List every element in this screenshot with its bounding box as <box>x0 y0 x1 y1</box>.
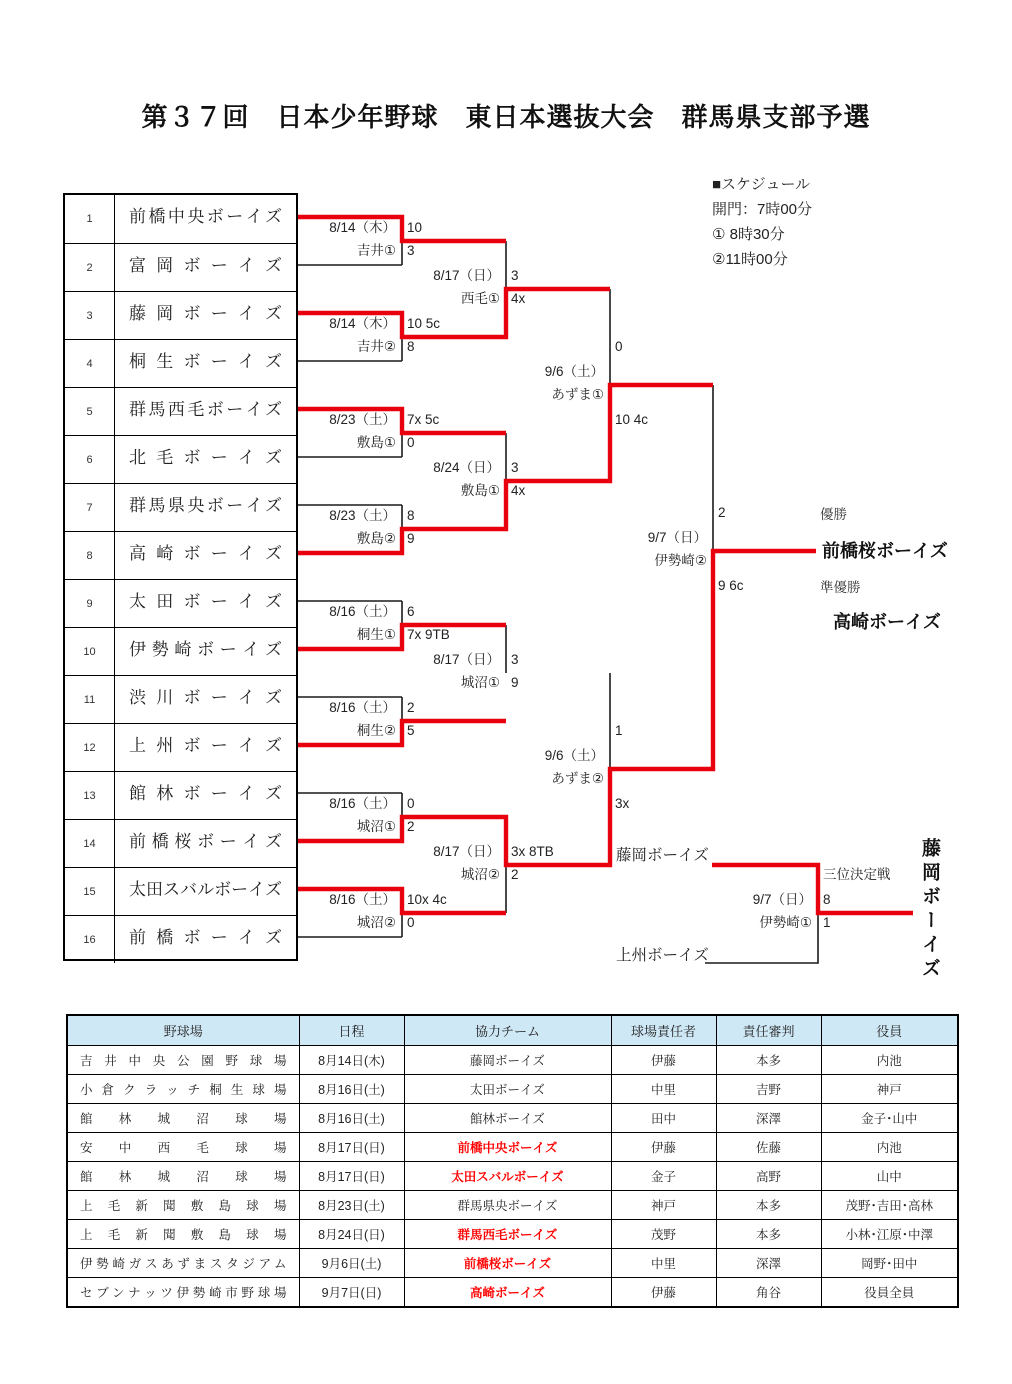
score-bottom: 7x 9TB <box>407 627 450 642</box>
match-date: 9/6（土） <box>544 364 604 379</box>
cell-date: 8月16日(土) <box>299 1104 404 1133</box>
match-venue: 敷島② <box>356 531 396 546</box>
match-date: 8/24（日） <box>433 460 500 475</box>
match-venue: 西毛① <box>460 291 500 306</box>
score-bottom: 2 <box>511 867 519 882</box>
team-name: 太田スバルボーイズ <box>129 880 282 899</box>
score-bottom: 4x <box>511 291 526 306</box>
cell-officials: 山中 <box>821 1162 958 1191</box>
cell-team: 高崎ボーイズ <box>404 1278 611 1308</box>
score-top: 3x 8TB <box>511 844 554 859</box>
seed-number: 12 <box>65 724 115 771</box>
page-title: 第３７回 日本少年野球 東日本選抜大会 群馬県支部予選 <box>141 102 871 132</box>
cell-umpire: 吉野 <box>716 1075 821 1104</box>
cell-venue: セブンナッツ伊勢崎市野球場 <box>67 1278 299 1308</box>
cell-date: 8月23日(土) <box>299 1191 404 1220</box>
score-top: 7x 5c <box>407 412 440 427</box>
score-top: 8 <box>823 892 831 907</box>
score-bottom: 0 <box>407 435 415 450</box>
seed-number: 10 <box>65 628 115 675</box>
cell-umpire: 深澤 <box>716 1249 821 1278</box>
seed-number: 2 <box>65 244 115 291</box>
cell-manager: 田中 <box>611 1104 716 1133</box>
cell-manager: 中里 <box>611 1075 716 1104</box>
match-date: 8/16（土） <box>329 700 396 715</box>
cell-manager: 神戸 <box>611 1191 716 1220</box>
cell-date: 9月6日(土) <box>299 1249 404 1278</box>
seed-number: 9 <box>65 580 115 627</box>
score-top: 10 <box>407 220 423 235</box>
cell-team: 太田ボーイズ <box>404 1075 611 1104</box>
team-name: 前橋ボーイズ <box>129 928 282 947</box>
cell-manager: 伊藤 <box>611 1046 716 1075</box>
cell-umpire: 本多 <box>716 1220 821 1249</box>
third-place-winner-vertical: 藤岡ボーイズ <box>919 838 940 982</box>
cell-manager: 金子 <box>611 1162 716 1191</box>
table-row <box>67 1191 958 1220</box>
score-bottom: 9 6c <box>718 578 744 593</box>
team-name: 高崎ボーイズ <box>129 544 282 563</box>
score-top: 1 <box>615 723 623 738</box>
col-header-venue: 野球場 <box>67 1015 299 1046</box>
seed-number: 7 <box>65 484 115 531</box>
schedule-heading: ■スケジュール <box>712 176 811 193</box>
team-name: 前橋中央ボーイズ <box>129 207 282 226</box>
col-header-umpire: 責任審判 <box>716 1015 821 1046</box>
score-bottom: 2 <box>407 819 415 834</box>
cell-venue: 伊勢崎ガスあずまスタジアム <box>67 1249 299 1278</box>
cell-venue: 館林城沼球場 <box>67 1104 299 1133</box>
match-venue: 桐生② <box>356 723 396 738</box>
seed-number: 5 <box>65 388 115 435</box>
team-name: 前橋桜ボーイズ <box>129 832 282 851</box>
match-date: 8/23（土） <box>329 412 396 427</box>
seed-number: 15 <box>65 868 115 915</box>
cell-officials: 茂野･吉田･高林 <box>821 1191 958 1220</box>
match-venue: あずま② <box>551 771 604 786</box>
cell-officials: 金子･山中 <box>821 1104 958 1133</box>
seed-number: 3 <box>65 292 115 339</box>
cell-team: 前橋中央ボーイズ <box>404 1133 611 1162</box>
cell-umpire: 本多 <box>716 1046 821 1075</box>
cell-umpire: 本多 <box>716 1191 821 1220</box>
score-top: 3 <box>511 268 519 283</box>
score-top: 3 <box>511 652 519 667</box>
cell-team: 群馬県央ボーイズ <box>404 1191 611 1220</box>
match-date: 8/16（土） <box>329 796 396 811</box>
cell-team: 前橋桜ボーイズ <box>404 1249 611 1278</box>
third-place-team-top: 藤岡ボーイズ <box>616 847 709 864</box>
schedule-game2-time: ②11時00分 <box>712 251 788 268</box>
match-date: 8/16（土） <box>329 604 396 619</box>
match-date: 8/14（木） <box>329 316 396 331</box>
match-venue: 吉井② <box>356 339 396 354</box>
match-date: 9/7（日） <box>647 530 707 545</box>
cell-officials: 内池 <box>821 1046 958 1075</box>
match-venue: 城沼② <box>356 915 396 930</box>
seed-number: 8 <box>65 532 115 579</box>
score-bottom: 5 <box>407 723 415 738</box>
seed-number: 16 <box>65 916 115 963</box>
match-venue: 伊勢崎② <box>654 553 707 568</box>
cell-date: 8月24日(日) <box>299 1220 404 1249</box>
match-date: 8/16（土） <box>329 892 396 907</box>
cell-umpire: 佐藤 <box>716 1133 821 1162</box>
third-place-team-bottom: 上州ボーイズ <box>616 947 709 964</box>
cell-umpire: 角谷 <box>716 1278 821 1308</box>
score-bottom: 3 <box>407 243 415 258</box>
table-row <box>67 1162 958 1191</box>
champion-team: 前橋桜ボーイズ <box>822 541 948 561</box>
cell-team: 群馬西毛ボーイズ <box>404 1220 611 1249</box>
table-header-row <box>67 1015 958 1046</box>
team-name: 群馬県央ボーイズ <box>129 496 282 515</box>
team-name: 太田ボーイズ <box>129 592 282 611</box>
score-top: 10x 4c <box>407 892 447 907</box>
col-header-officials: 役員 <box>821 1015 958 1046</box>
team-name: 渋川ボーイズ <box>129 688 282 707</box>
score-top: 6 <box>407 604 415 619</box>
cell-team: 館林ボーイズ <box>404 1104 611 1133</box>
runnerup-label: 準優勝 <box>820 580 861 595</box>
seed-number: 14 <box>65 820 115 867</box>
cell-manager: 茂野 <box>611 1220 716 1249</box>
match-venue: 城沼② <box>460 867 500 882</box>
team-name: 富岡ボーイズ <box>129 256 282 275</box>
table-row <box>67 1249 958 1278</box>
cell-date: 8月17日(日) <box>299 1133 404 1162</box>
cell-officials: 岡野･田中 <box>821 1249 958 1278</box>
col-header-date: 日程 <box>299 1015 404 1046</box>
match-venue: 吉井① <box>356 243 396 258</box>
score-bottom: 1 <box>823 915 831 930</box>
score-top: 8 <box>407 508 415 523</box>
table-row <box>67 1133 958 1162</box>
cell-umpire: 高野 <box>716 1162 821 1191</box>
cell-venue: 館林城沼球場 <box>67 1162 299 1191</box>
match-venue: 敷島① <box>356 435 396 450</box>
match-venue: あずま① <box>551 387 604 402</box>
venue-schedule-table <box>66 1014 959 1308</box>
score-bottom: 0 <box>407 915 415 930</box>
match-date: 8/17（日） <box>433 652 500 667</box>
table-row <box>67 1046 958 1075</box>
col-header-support-team: 協力チーム <box>404 1015 611 1046</box>
cell-officials: 小林･江原･中澤 <box>821 1220 958 1249</box>
cell-date: 8月14日(木) <box>299 1046 404 1075</box>
cell-date: 8月17日(日) <box>299 1162 404 1191</box>
score-bottom: 9 <box>511 675 519 690</box>
match-venue: 桐生① <box>356 627 396 642</box>
cell-date: 9月7日(日) <box>299 1278 404 1308</box>
cell-manager: 伊藤 <box>611 1278 716 1308</box>
cell-venue: 小倉クラッチ桐生球場 <box>67 1075 299 1104</box>
cell-team: 藤岡ボーイズ <box>404 1046 611 1075</box>
table-row <box>67 1104 958 1133</box>
team-name: 伊勢崎ボーイズ <box>129 640 282 659</box>
schedule-gate-time: 開門：7時00分 <box>712 201 813 218</box>
team-name: 桐生ボーイズ <box>129 352 282 371</box>
schedule-game1-time: ① 8時30分 <box>712 226 785 243</box>
score-top: 3 <box>511 460 519 475</box>
cell-venue: 安中西毛球場 <box>67 1133 299 1162</box>
table-row <box>67 1278 958 1308</box>
col-header-manager: 球場責任者 <box>611 1015 716 1046</box>
match-date: 8/17（日） <box>433 844 500 859</box>
runnerup-team: 高崎ボーイズ <box>833 612 941 632</box>
match-venue: 敷島① <box>460 483 500 498</box>
third-place-label: 三位決定戦 <box>823 867 891 882</box>
team-name: 北毛ボーイズ <box>129 448 282 467</box>
cell-officials: 内池 <box>821 1133 958 1162</box>
score-bottom: 4x <box>511 483 526 498</box>
match-venue: 城沼① <box>460 675 500 690</box>
seed-number: 6 <box>65 436 115 483</box>
score-bottom: 8 <box>407 339 415 354</box>
cell-officials: 役員全員 <box>821 1278 958 1308</box>
match-date: 8/14（木） <box>329 220 396 235</box>
seed-number: 11 <box>65 676 115 723</box>
match-date: 9/6（土） <box>544 748 604 763</box>
score-top: 2 <box>718 505 726 520</box>
score-top: 0 <box>407 796 415 811</box>
seed-number: 4 <box>65 340 115 387</box>
cell-umpire: 深澤 <box>716 1104 821 1133</box>
cell-venue: 上毛新聞敷島球場 <box>67 1220 299 1249</box>
score-bottom: 10 4c <box>615 412 649 427</box>
cell-team: 太田スバルボーイズ <box>404 1162 611 1191</box>
score-top: 2 <box>407 700 415 715</box>
cell-officials: 神戸 <box>821 1075 958 1104</box>
cell-venue: 吉井中央公園野球場 <box>67 1046 299 1075</box>
team-name: 群馬西毛ボーイズ <box>129 400 282 419</box>
seed-number: 13 <box>65 772 115 819</box>
cell-date: 8月16日(土) <box>299 1075 404 1104</box>
score-bottom: 9 <box>407 531 415 546</box>
match-venue: 城沼① <box>356 819 396 834</box>
match-date: 8/17（日） <box>433 268 500 283</box>
cell-manager: 伊藤 <box>611 1133 716 1162</box>
cell-manager: 中里 <box>611 1249 716 1278</box>
table-row <box>67 1220 958 1249</box>
team-name: 館林ボーイズ <box>129 784 282 803</box>
match-date: 8/23（土） <box>329 508 396 523</box>
score-top: 0 <box>615 339 623 354</box>
team-name: 上州ボーイズ <box>129 736 282 755</box>
cell-venue: 上毛新聞敷島球場 <box>67 1191 299 1220</box>
score-top: 10 5c <box>407 316 441 331</box>
score-bottom: 3x <box>615 796 630 811</box>
team-name: 藤岡ボーイズ <box>129 304 282 323</box>
seed-number: 1 <box>65 195 115 243</box>
champion-label: 優勝 <box>820 507 847 522</box>
table-row <box>67 1075 958 1104</box>
match-date: 9/7（日） <box>752 892 812 907</box>
match-venue: 伊勢崎① <box>759 915 812 930</box>
